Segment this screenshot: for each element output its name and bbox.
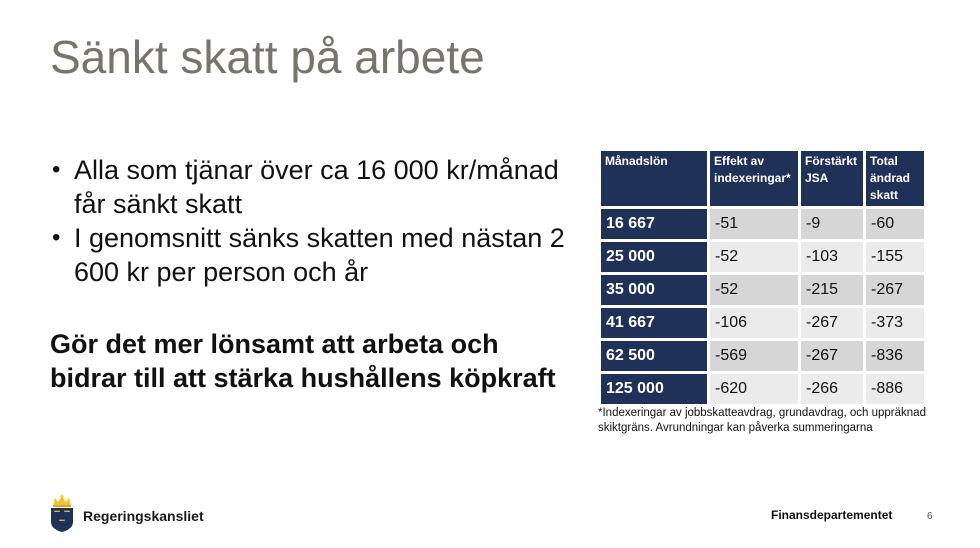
cell-salary: 25 000 bbox=[601, 242, 707, 272]
cell-jsa: -9 bbox=[801, 209, 863, 239]
cell-jsa: -215 bbox=[801, 275, 863, 305]
table-footnote: *Indexeringar av jobbskatteavdrag, grundavdrag, och uppräknad skiktgräns. Avrundningar kan påverka summeringarna bbox=[598, 407, 926, 434]
cell-total: -373 bbox=[866, 308, 924, 338]
cell-indexing: -106 bbox=[710, 308, 798, 338]
cell-indexing: -569 bbox=[710, 341, 798, 371]
slide-title: Sänkt skatt på arbete bbox=[50, 31, 485, 83]
bullet-item bbox=[50, 221, 590, 289]
table-row bbox=[601, 242, 924, 272]
column-header-total: Total ändrad skatt bbox=[866, 151, 924, 206]
column-header-indexing: Effekt av indexeringar* bbox=[710, 151, 798, 206]
crown-shield-icon bbox=[50, 494, 74, 537]
bullet-text: I genomsnitt sänks skatten med nästan 2 600 kr per person och år bbox=[74, 223, 565, 287]
cell-total: -886 bbox=[866, 374, 924, 404]
table-row bbox=[601, 209, 924, 239]
table-row bbox=[601, 308, 924, 338]
table-row bbox=[601, 374, 924, 404]
bullet-list bbox=[50, 153, 590, 289]
bullet-item bbox=[50, 153, 590, 221]
bullet-text: Alla som tjänar över ca 16 000 kr/månad får sänkt skatt bbox=[74, 155, 559, 219]
cell-jsa: -267 bbox=[801, 308, 863, 338]
cell-indexing: -52 bbox=[710, 242, 798, 272]
department-name: Finansdepartementet bbox=[771, 508, 893, 522]
cell-indexing: -620 bbox=[710, 374, 798, 404]
cell-salary: 35 000 bbox=[601, 275, 707, 305]
table-row bbox=[601, 341, 924, 371]
cell-indexing: -52 bbox=[710, 275, 798, 305]
column-header-salary: Månadslön bbox=[601, 151, 707, 206]
cell-total: -60 bbox=[866, 209, 924, 239]
cell-jsa: -267 bbox=[801, 341, 863, 371]
cell-jsa: -103 bbox=[801, 242, 863, 272]
cell-salary: 16 667 bbox=[601, 209, 707, 239]
table-header-row bbox=[601, 151, 924, 206]
bullet-icon: • bbox=[52, 156, 61, 183]
cell-total: -155 bbox=[866, 242, 924, 272]
bullet-icon: • bbox=[52, 224, 61, 251]
cell-salary: 62 500 bbox=[601, 341, 707, 371]
cell-jsa: -266 bbox=[801, 374, 863, 404]
cell-indexing: -51 bbox=[710, 209, 798, 239]
column-header-jsa: Förstärkt JSA bbox=[801, 151, 863, 206]
logo-text: Regeringskansliet bbox=[83, 507, 204, 524]
cell-total: -836 bbox=[866, 341, 924, 371]
cell-salary: 41 667 bbox=[601, 308, 707, 338]
emphasis-text: Gör det mer lönsamt att arbeta och bidrar till att stärka hushållens köpkraft bbox=[50, 329, 556, 393]
tax-table bbox=[598, 148, 927, 407]
table-row bbox=[601, 275, 924, 305]
regeringskansliet-logo bbox=[50, 494, 204, 537]
cell-salary: 125 000 bbox=[601, 374, 707, 404]
cell-total: -267 bbox=[866, 275, 924, 305]
page-number: 6 bbox=[927, 511, 933, 522]
